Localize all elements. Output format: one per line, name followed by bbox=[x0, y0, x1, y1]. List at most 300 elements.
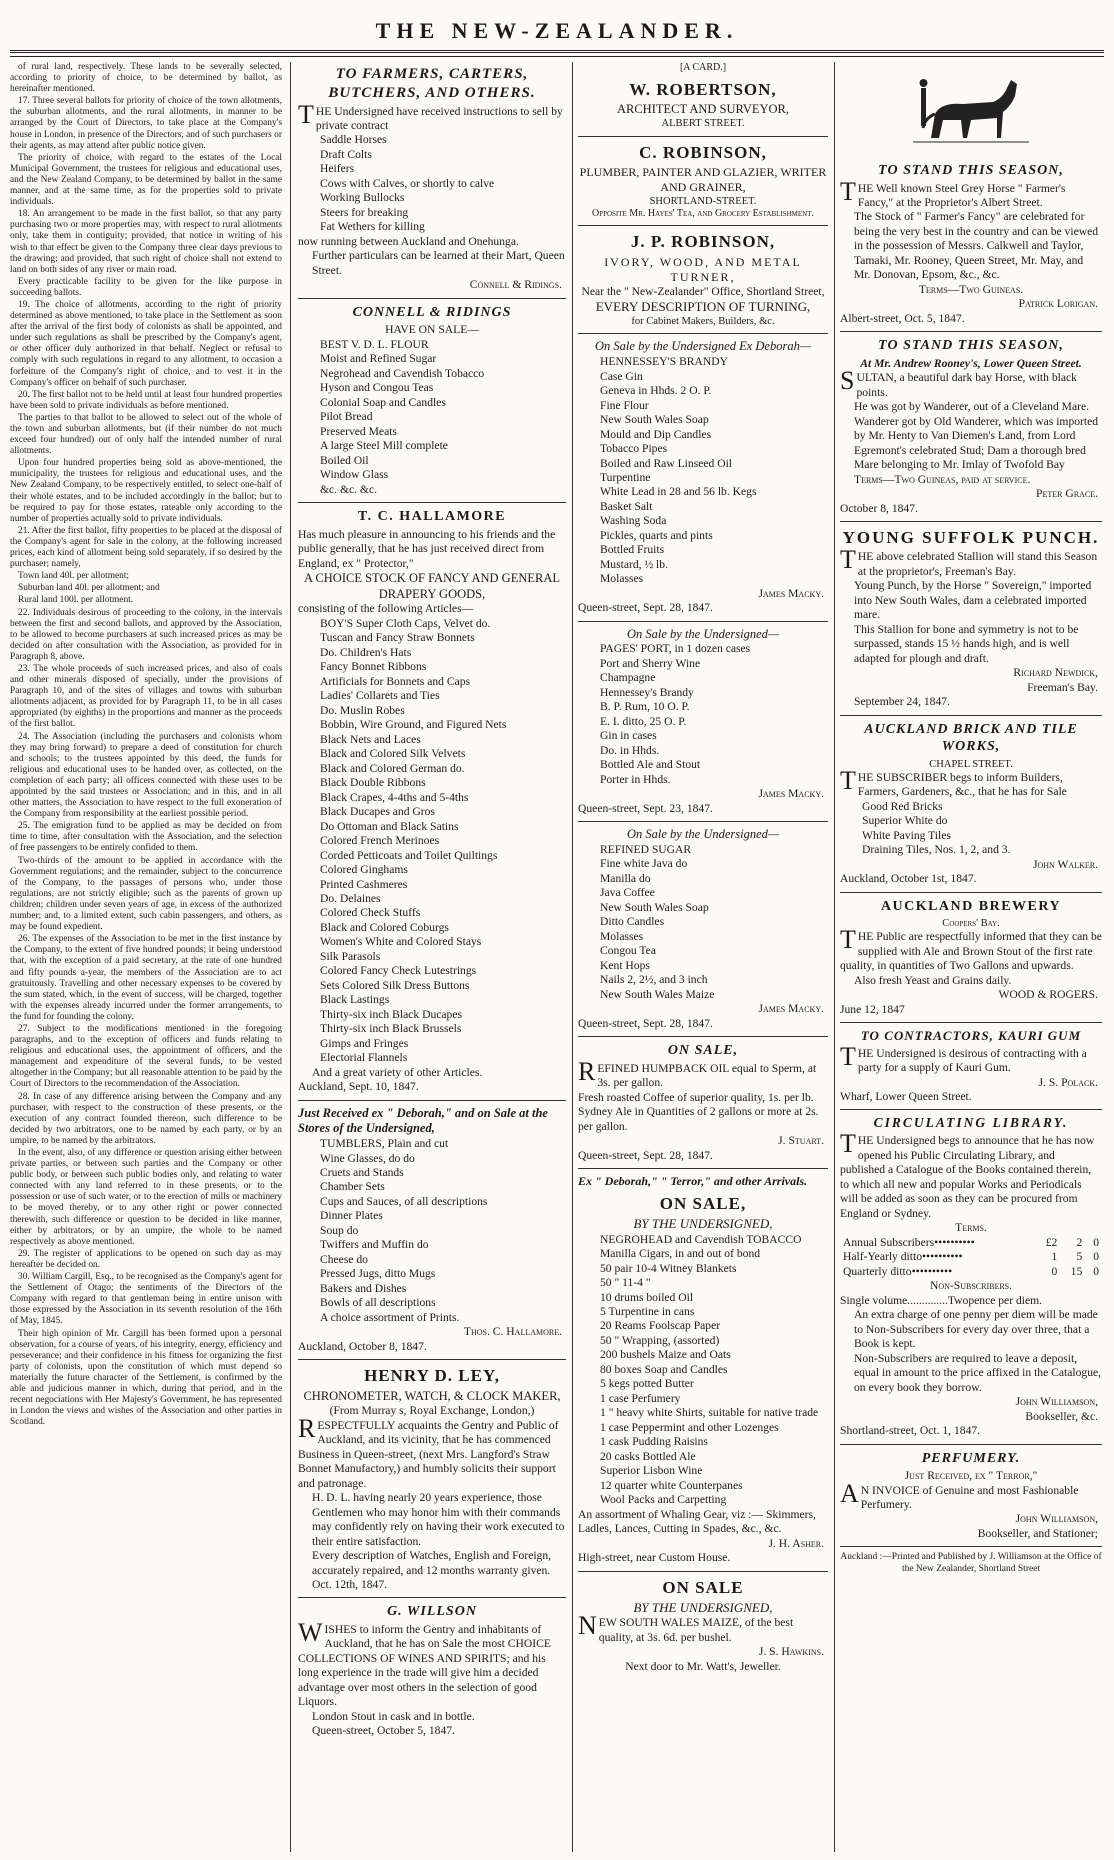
fee-row bbox=[840, 1265, 1102, 1279]
regulation-paragraph: 24. The Association (including the purchasers and colonists whom they may bring forward) to prepare a deed of constitution for church and schools; to the trustees appointed by this deed, the funds for religious and educational uses to be handed over, as collected, on the completion of each party; all officers connected with these uses to be appointed by the said trustees or Association; and in this, and in all other matters, the Association to have respect to the full exoneration of the Company from responsibility at the earliest possible period. bbox=[10, 731, 282, 820]
ad-subheading: CHAPEL STREET. bbox=[929, 758, 1013, 770]
list-item: 200 bushels Maize and Oats bbox=[600, 1348, 731, 1362]
ad-item-list bbox=[578, 1233, 828, 1508]
ad-robertson bbox=[578, 79, 828, 131]
regulations-text bbox=[10, 62, 282, 1428]
fee-row bbox=[840, 1250, 1102, 1264]
list-item: Bowls of all descriptions bbox=[320, 1296, 436, 1310]
list-item: Preserved Meats bbox=[320, 424, 397, 438]
list-item: E. I. ditto, 25 O. P. bbox=[600, 714, 687, 728]
printer-imprint: Auckland :—Printed and Published by J. Williamson at the Office of the New Zealander, Shortland Street bbox=[840, 1552, 1102, 1575]
ad-body: And a great variety of other Articles. bbox=[312, 1065, 483, 1079]
ad-asher bbox=[578, 1174, 828, 1566]
ad-separator bbox=[578, 821, 828, 822]
list-item: Women's White and Colored Stays bbox=[320, 935, 482, 949]
ad-kauri-gum bbox=[840, 1028, 1102, 1104]
list-item: Black Ducapes and Gros bbox=[320, 805, 435, 819]
list-item: Case Gin bbox=[600, 369, 643, 383]
ad-date: Auckland, Sept. 10, 1847. bbox=[298, 1080, 419, 1094]
ad-intro: THE Undersigned have received instructions to sell by private contract bbox=[298, 99, 563, 132]
column-advertisements-3 bbox=[578, 62, 828, 1852]
list-item: New South Wales Soap bbox=[600, 900, 709, 914]
regulation-paragraph: Every practicable facility to be given for the like purpose in succeeding ballots. bbox=[10, 276, 282, 298]
list-item: Champagne bbox=[600, 671, 656, 685]
list-item: Working Bullocks bbox=[320, 191, 405, 205]
ad-date: Oct. 12th, 1847. bbox=[312, 1577, 388, 1591]
ad-signature: WOOD & ROGERS. bbox=[998, 988, 1098, 1002]
list-item: Superior White do bbox=[862, 814, 948, 828]
ad-body: H. D. L. having nearly 20 years experience, those Gentlemen who may honor him with their commands may confidently rely on having their work executed to their entire satisfaction. bbox=[312, 1491, 565, 1548]
ad-connell bbox=[298, 304, 566, 497]
list-item: 20 casks Bottled Ale bbox=[600, 1449, 696, 1463]
ad-subheading: At Mr. Andrew Rooney's, Lower Queen Street. bbox=[860, 356, 1082, 370]
ad-date: Queen-street, Sept. 28, 1847. bbox=[578, 1016, 713, 1030]
ad-separator bbox=[578, 136, 828, 137]
ad-brick-works bbox=[840, 721, 1102, 887]
list-item: Corded Petticoats and Toilet Quiltings bbox=[320, 848, 498, 862]
masthead bbox=[0, 0, 1114, 70]
list-item: Dinner Plates bbox=[320, 1209, 383, 1223]
ad-body: Further particulars can be learned at their Mart, Queen Street. bbox=[312, 249, 565, 277]
list-item: Wine Glasses, do do bbox=[320, 1151, 415, 1165]
list-item: Thirty-six inch Black Brussels bbox=[320, 1022, 462, 1036]
list-item: NEGROHEAD and Cavendish TOBACCO bbox=[600, 1232, 802, 1246]
regulation-paragraph: Two-thirds of the amount to be applied in accordance with the Government regulations; and the remainder, subject to the concurrence of the Company, to the passages of persons who, under those regulations, are not strictly eligible; such as the parents of grown up children; children under seven years of age, in excess of the authorized number; and, to a limited extent, such cabin passengers, and others, as may be found expedient. bbox=[10, 855, 282, 933]
list-item: 10 drums boiled Oil bbox=[600, 1290, 694, 1304]
ad-body: The Stock of " Farmer's Fancy" are celebrated for being the very best in the country and can be viewed in the possession of Messrs. Calkwell and Taylor, Tamaki, Mr. Rooney, Queen Street, Mr. May, and Mr. Donovan, Epsom, &c., &c. bbox=[854, 210, 1099, 282]
list-item: Pickles, quarts and pints bbox=[600, 528, 713, 542]
ad-body: RESPECTFULLY acquaints the Gentry and Public of Auckland, and its vicinity, that he has commenced Business in Queen-street, (next Mrs. Langford's Straw Bonnet Manufactory,) and humbly solicits their support and patronage. bbox=[298, 1413, 559, 1490]
list-item: Ladies' Collarets and Ties bbox=[320, 689, 440, 703]
ad-separator bbox=[578, 333, 828, 334]
list-item: 50 pair 10-4 Witney Blankets bbox=[600, 1261, 737, 1275]
regulation-paragraph: 19. The choice of allotments, according to the right of priority determined as above mentioned, to take place in the Settlement as soon after the arrival of the first body of colonists as shall be appointed, and under such regulations as shall be prescribed by the Company's agent, or other officer duly authorized in that behalf. Neglect or refusal to comply with such regulations in regard to any allotment, to occasion a forfeiture of the Company's right of choice, and to vest it in the Company's officer on behalf of such purchaser. bbox=[10, 299, 282, 388]
list-item: Ditto Candles bbox=[600, 915, 665, 929]
ad-signature: James Macky. bbox=[758, 586, 824, 600]
fee-cell: 1 bbox=[1051, 1250, 1058, 1264]
list-item: 50 " Wrapping, (assorted) bbox=[600, 1333, 720, 1347]
ad-body: Wanderer got by Old Wanderer, which was imported by Mr. Henty to Van Diemen's Land, from Lord Egremont's celebrated Stud; Dam a thorough bred Mare belonging to Mr. Imlay of Twofold Bay bbox=[854, 414, 1099, 472]
list-item: Congou Tea bbox=[600, 944, 656, 958]
ad-body: THE Well known Steel Grey Horse " Farmer's Fancy," at the Proprietor's Albert Street. bbox=[840, 176, 1066, 209]
ad-heading: Just Received ex " Deborah," and on Sale at the Stores of the Undersigned, bbox=[298, 1105, 548, 1136]
column-advertisements-4 bbox=[840, 62, 1102, 1852]
ad-heading: C. ROBINSON, bbox=[639, 142, 767, 162]
ad-separator bbox=[840, 1444, 1102, 1445]
ad-body: NEW SOUTH WALES MAIZE, of the best quality, at 3s. 6d. per bushel. bbox=[578, 1611, 794, 1644]
regulation-paragraph: In the event, also, of any difference or question arising either between private parties, or between such parties and the Company or other public body, or between such public bodies only, and relating to water connected with any land referred to in these presents, or to the possession or use of such water, or to the erection of mills or machinery to be moved thereby, or to any other right or power connected therewith, such difference or question to be decided in like manner, either by arbitrators, or by an umpire, the whole to be named respectively as above mentioned. bbox=[10, 1148, 282, 1247]
ad-terms: Terms. bbox=[955, 1221, 987, 1235]
ad-separator bbox=[298, 1359, 566, 1360]
ad-ley bbox=[298, 1365, 566, 1592]
list-item: Pressed Jugs, ditto Mugs bbox=[320, 1267, 436, 1281]
list-item: Black and Colored German do. bbox=[320, 761, 465, 775]
ad-heading: T. C. HALLAMORE bbox=[357, 509, 507, 525]
ad-body: Non-Subscribers are required to leave a deposit, equal in amount to the price affixed in the Catalogue, on every book they borrow. bbox=[854, 1351, 1102, 1394]
fee-cell: 2 bbox=[1076, 1235, 1083, 1249]
ad-signature: John Williamson, bbox=[1015, 1512, 1098, 1526]
list-item: Bakers and Dishes bbox=[320, 1281, 407, 1295]
ad-separator bbox=[578, 1571, 828, 1572]
list-item: Kent Hops bbox=[600, 958, 650, 972]
fee-table bbox=[840, 1236, 1102, 1279]
ad-date: Queen-street, Sept. 28, 1847. bbox=[578, 601, 713, 615]
list-item: Tobacco Pipes bbox=[600, 442, 668, 456]
ad-item-list bbox=[578, 843, 828, 1002]
list-item: Colored French Merinoes bbox=[320, 834, 440, 848]
ad-heading: On Sale by the Undersigned— bbox=[626, 827, 780, 842]
ad-heading: AUCKLAND BRICK AND TILE WORKS, bbox=[864, 721, 1078, 755]
ad-subheading: (From Murray s, Royal Exchange, London,) bbox=[329, 1404, 535, 1418]
list-item: Cups and Sauces, of all descriptions bbox=[320, 1194, 488, 1208]
list-item: Black and Colored Coburgs bbox=[320, 920, 449, 934]
ad-signature: Bookseller, and Stationer; bbox=[977, 1526, 1098, 1540]
fee-cell: 0 bbox=[1093, 1250, 1099, 1264]
regulation-paragraph: The parties to that ballot to be allowed to select out of the whole of the town and suburban allotments, but (if their number do not much exceed four hundred) out of only half the intended number of rural allotments. bbox=[10, 412, 282, 457]
ad-subheading: ARCHITECT AND SURVEYOR, bbox=[616, 101, 790, 116]
list-item: 12 quarter white Counterpanes bbox=[600, 1478, 743, 1492]
fee-cell: 0 bbox=[1051, 1264, 1058, 1278]
list-item: B. P. Rum, 10 O. P. bbox=[600, 700, 690, 714]
list-item: Manilla do bbox=[600, 871, 651, 885]
ad-body: He was got by Wanderer, out of a Cleveland Mare. bbox=[854, 400, 1090, 414]
list-item: Black and Colored Silk Velvets bbox=[320, 747, 466, 761]
ad-circulating-library bbox=[840, 1115, 1102, 1438]
regulation-paragraph: 18. An arrangement to be made in the first ballot, so that any party purchasing two or more properties may, with respect to rural allotments only, take them in contiguity; provided, that notice in writing of his wish to that effect be given to the Company three clear days previous to the drawing; and provided, that such right of choice shall not extend to land on both sides of any river or main road. bbox=[10, 209, 282, 275]
list-item: TUMBLERS, Plain and cut bbox=[320, 1137, 449, 1151]
ad-date: Wharf, Lower Queen Street. bbox=[840, 1089, 972, 1103]
ad-body: WISHES to inform the Gentry and inhabitants of Auckland, that he has on Sale the most CHOICE COLLECTIONS OF WINES AND SPIRITS; and his long experience in the trade will give him a decided advantage over most others in the selection of good Liquors. bbox=[298, 1617, 551, 1709]
ad-item-list bbox=[840, 800, 1102, 858]
fee-cell: 15 bbox=[1070, 1264, 1083, 1278]
list-item: Porter in Hhds. bbox=[600, 772, 671, 786]
list-item: Bobbin, Wire Ground, and Figured Nets bbox=[320, 718, 507, 732]
list-item: Geneva in Hhds. 2 O. P. bbox=[600, 384, 712, 398]
list-item: Boiled and Raw Linseed Oil bbox=[600, 456, 733, 470]
ad-signature: Bookseller, &c. bbox=[1025, 1409, 1098, 1423]
list-item: 1 cask Pudding Raisins bbox=[600, 1435, 708, 1449]
ad-intro: Has much pleasure in announcing to his friends and the public generally, that he has just received direct from England, ex " Protector," bbox=[298, 527, 556, 570]
list-item: Do Ottoman and Black Satins bbox=[320, 819, 459, 833]
list-item: 1 " heavy white Shirts, suitable for native trade bbox=[600, 1406, 819, 1420]
list-item: Steers for breaking bbox=[320, 205, 409, 219]
column-advertisements-2 bbox=[298, 62, 566, 1852]
ad-stuart bbox=[578, 1042, 828, 1163]
column-divider bbox=[834, 62, 835, 1852]
ad-date: Auckland, October 8, 1847. bbox=[298, 1339, 427, 1353]
ad-body: This Stallion for bone and symmetry is not to be surpassed, stands 15 ½ hands high, and is well adapted for plough and draft. bbox=[854, 622, 1079, 665]
ad-address: ALBERT STREET. bbox=[661, 118, 745, 130]
list-item: Black Double Ribbons bbox=[320, 776, 426, 790]
list-item: Tuscan and Fancy Straw Bonnets bbox=[320, 631, 475, 645]
ad-signature: Peter Grace. bbox=[1036, 487, 1098, 501]
ad-date: Albert-street, Oct. 5, 1847. bbox=[840, 311, 965, 325]
list-item: Do. in Hhds. bbox=[600, 743, 660, 757]
list-item: Do. Children's Hats bbox=[320, 645, 412, 659]
regulation-paragraph: Their high opinion of Mr. Cargill has been formed upon a personal observation, for a course of years, of his integrity, energy, efficiency and perseverance; and their confidence in his fitness for organizing the first party of colonists, upon the constitution of which must depend so materially the future character of the Settlement, is confirmed by the able and judicious manner in which, during that period, and in the recent negociations with Her Majesty's Government, he has represented in London the views and wishes of the Association and other parties in Scotland. bbox=[10, 1328, 282, 1428]
ad-signature: Connell & Ridings. bbox=[469, 278, 562, 292]
list-item: Hyson and Congou Teas bbox=[320, 381, 434, 395]
ad-date: Queen-street, Sept. 23, 1847. bbox=[578, 801, 713, 815]
fee-cell: 5 bbox=[1076, 1250, 1083, 1264]
list-item: Good Red Bricks bbox=[862, 799, 943, 813]
list-item: Soup do bbox=[320, 1223, 359, 1237]
ad-subheading: CHRONOMETER, WATCH, & CLOCK MAKER, bbox=[303, 1388, 561, 1403]
ad-heading: PERFUMERY. bbox=[921, 1450, 1021, 1466]
ad-body: THE Public are respectfully informed that they can be supplied with Ale and Brown Stout of the first rate quality, in quantities of Two Gallons and upwards. bbox=[840, 925, 1102, 973]
ad-item-list bbox=[298, 1137, 566, 1325]
ad-item-list bbox=[578, 642, 828, 787]
ad-c-robinson bbox=[578, 142, 828, 221]
ad-separator bbox=[840, 892, 1102, 893]
ad-body: for Cabinet Makers, Builders, &c. bbox=[631, 316, 775, 328]
ad-date: Shortland-street, Oct. 1, 1847. bbox=[840, 1424, 981, 1438]
ad-address: SHORTLAND-STREET. bbox=[649, 195, 757, 207]
ad-address: Near the " New-Zealander" Office, Shortland Street, bbox=[581, 284, 825, 298]
ad-separator bbox=[298, 298, 566, 299]
ad-subheading: BY THE UNDERSIGNED, bbox=[633, 1599, 773, 1615]
ad-date: Auckland, October 1st, 1847. bbox=[840, 872, 977, 886]
ad-heading: ON SALE, bbox=[667, 1043, 739, 1059]
ad-separator bbox=[840, 1546, 1102, 1547]
ad-separator bbox=[298, 1100, 566, 1101]
ad-jp-robinson bbox=[578, 231, 828, 328]
list-item: 50 " 11-4 " bbox=[600, 1276, 651, 1290]
ad-date: High-street, near Custom House. bbox=[578, 1551, 731, 1565]
ad-heading: ON SALE bbox=[662, 1577, 744, 1597]
list-item: Black Crapes, 4-4ths and 5-4ths bbox=[320, 790, 469, 804]
list-item: 1 case Perfumery bbox=[600, 1391, 681, 1405]
regulation-paragraph: 30. William Cargill, Esq., to be recognised as the Company's agent for the Settlement of Otago; the sentiments of the Directors of the Company with regard to that gentleman being in entire unison with those expressed by the Association in its seventh resolution of the 16th of May, 1845. bbox=[10, 1272, 282, 1327]
list-item: Java Coffee bbox=[600, 886, 655, 900]
ad-subheading: EVERY DESCRIPTION OF TURNING, bbox=[595, 299, 811, 315]
list-item: Colored Ginghams bbox=[320, 863, 408, 877]
list-item: Turpentine bbox=[600, 470, 651, 484]
ad-separator bbox=[840, 715, 1102, 716]
ad-signature: James Macky. bbox=[758, 1002, 824, 1016]
ad-terms: Terms—Two Guineas. bbox=[918, 282, 1024, 296]
ad-farmers-fancy bbox=[840, 162, 1102, 326]
ad-brewery bbox=[840, 898, 1102, 1018]
masthead-rule bbox=[10, 50, 1104, 53]
ad-body: Every description of Watches, English and Foreign, accurately repaired, and 12 months warranty given. bbox=[312, 1549, 552, 1577]
fee-cell: 0 bbox=[1093, 1235, 1099, 1249]
ad-heading: TO STAND THIS SEASON, bbox=[878, 163, 1064, 178]
list-item: Chamber Sets bbox=[320, 1180, 385, 1194]
list-item: Moist and Refined Sugar bbox=[320, 352, 437, 366]
regulation-paragraph: Rural land 100l. per allotment. bbox=[18, 595, 134, 606]
ad-subheading: HAVE ON SALE— bbox=[385, 323, 479, 337]
fee-cell: £2 bbox=[1045, 1235, 1058, 1249]
ad-farmers bbox=[298, 65, 566, 293]
ad-signature: J. S. Polack. bbox=[1038, 1075, 1098, 1089]
list-item: 20 Reams Foolscap Paper bbox=[600, 1319, 721, 1333]
regulation-paragraph: 25. The emigration fund to be applied as may be decided on from time to time, after consultation with the Association, and the selection of free passengers to be entirely confided to them. bbox=[10, 821, 282, 854]
regulation-paragraph: 26. The expenses of the Association to be met in the first instance by the Company, to the extent of five hundred pounds; it being understood that, with the exception of a paid secretary, at the rate of one hundred and fifty pounds a-year, the members of the Association are to act gratuitously. Travelling and other necessary expenses to be covered by the sum stated, which, in the event of success, will be charged, together with the expenses already incurred under the former arrangements, to the fund for founding the colony. bbox=[10, 934, 282, 1022]
ad-subheading: IVORY, WOOD, AND METAL TURNER, bbox=[604, 254, 802, 284]
list-item: Gimps and Fringes bbox=[320, 1036, 409, 1050]
ad-heading: W. ROBERTSON, bbox=[629, 79, 777, 99]
ad-body: THE SUBSCRIBER begs to inform Builders, Farmers, Gardeners, &c., that he has for Sale bbox=[840, 765, 1067, 799]
ad-address: Opposite Mr. Hayes' Tea, and Grocery Establishment. bbox=[591, 207, 815, 219]
ad-body: AN INVOICE of Genuine and most Fashionable Perfumery. bbox=[840, 1478, 1079, 1511]
ad-separator bbox=[298, 1597, 566, 1598]
ad-terms: Terms—Two Guineas, paid at service. bbox=[854, 472, 1031, 486]
ad-body: consisting of the following Articles— bbox=[298, 602, 474, 616]
ad-date: June 12, 1847 bbox=[840, 1002, 905, 1016]
ad-heading: TO FARMERS, CARTERS, BUTCHERS, AND OTHERS. bbox=[328, 66, 536, 101]
ad-preheading: Ex " Deborah," " Terror," and other Arrivals. bbox=[578, 1174, 808, 1189]
list-item: Mould and Dip Candles bbox=[600, 427, 712, 441]
list-item: A choice assortment of Prints. bbox=[320, 1310, 460, 1324]
ad-separator bbox=[840, 521, 1102, 522]
ad-body: London Stout in cask and in bottle. bbox=[312, 1709, 475, 1723]
ad-macky-2 bbox=[578, 627, 828, 816]
list-item: Mustard, ½ lb. bbox=[600, 557, 668, 571]
list-item: Bottled Ale and Stout bbox=[600, 758, 701, 772]
ad-heading: On Sale by the Undersigned Ex Deborah— bbox=[595, 339, 811, 354]
regulation-paragraph: Town land 40l. per allotment; bbox=[18, 571, 130, 582]
ad-item-list bbox=[298, 338, 566, 497]
list-item: Manilla Cigars, in and out of bond bbox=[600, 1247, 761, 1261]
list-item: Basket Salt bbox=[600, 499, 653, 513]
ad-signature: John Williamson, bbox=[1015, 1395, 1098, 1409]
list-item: Port and Sherry Wine bbox=[600, 656, 701, 670]
ad-body: now running between Auckland and Onehunga. bbox=[298, 234, 519, 248]
ad-body: An extra charge of one penny per diem will be made to Non-Subscribers for every day over three, that a Book is kept. bbox=[854, 1308, 1098, 1351]
list-item: Silk Parasols bbox=[320, 949, 381, 963]
ad-heading: ON SALE, bbox=[659, 1194, 747, 1214]
list-item: Colored Check Stuffs bbox=[320, 906, 421, 920]
ad-macky-3 bbox=[578, 827, 828, 1031]
list-item: 1 case Peppermint and other Lozenges bbox=[600, 1420, 779, 1434]
ad-terms: Non-Subscribers. bbox=[929, 1279, 1013, 1293]
ad-hawkins bbox=[578, 1577, 828, 1674]
regulation-paragraph: 23. The whole proceeds of such increased prices, and also of coals and other minerals disposed of specially, under the provisions of Paragraph 10, and of the sites of villages and towns with suburban allotments adjacent, as provided for by Paragraph 11, to be in all cases appropriated (by eighths) in the proportions and manner as the proceeds of the first ballot. bbox=[10, 663, 282, 730]
regulation-paragraph: 20. The first ballot not to be held until at least four hundred properties have been sold to private individuals as before mentioned. bbox=[10, 389, 282, 411]
ad-signature: Patrick Lorigan. bbox=[1018, 297, 1098, 311]
ad-subheading: Just Received, ex " Terror," bbox=[904, 1469, 1038, 1483]
ad-subheading: BY THE UNDERSIGNED, bbox=[633, 1216, 773, 1232]
list-item: HENNESSEY'S BRANDY bbox=[600, 355, 729, 369]
card-label: [A CARD.] bbox=[679, 62, 727, 73]
list-item: &c. &c. &c. bbox=[320, 482, 377, 496]
fee-cell: 0 bbox=[1093, 1264, 1099, 1278]
ad-body: THE above celebrated Stallion will stand this Season at the proprietor's, Freeman's Bay. bbox=[840, 545, 1098, 578]
ad-signature: Richard Newdick, bbox=[1013, 666, 1098, 680]
list-item: Black Nets and Laces bbox=[320, 732, 421, 746]
ad-item-list bbox=[298, 133, 566, 234]
list-item: Twiffers and Muffin do bbox=[320, 1238, 429, 1252]
ad-signature: James Macky. bbox=[758, 787, 824, 801]
ad-suffolk bbox=[840, 527, 1102, 710]
list-item: Draft Colts bbox=[320, 147, 372, 161]
ad-separator bbox=[840, 1022, 1102, 1023]
ad-signature: Thos. C. Hallamore. bbox=[463, 1325, 562, 1339]
list-item: Pilot Bread bbox=[320, 410, 373, 424]
list-item: Gin in cases bbox=[600, 729, 657, 743]
list-item: Do. Delaines bbox=[320, 892, 381, 905]
regulation-paragraph: 28. In case of any difference arising between the Company and any purchaser, with respect to the construction of these presents, or the execution of any contract founded thereon, such difference to be decided by two arbitrators, one to be named by each party, or by an umpire, to be named by the arbitrators. bbox=[10, 1091, 282, 1146]
regulation-paragraph: of rural land, respectively. These lands to be severally selected, according to priority of choice, to be determined by ballot, as hereinafter mentioned. bbox=[10, 62, 282, 95]
list-item: Do. Muslin Robes bbox=[320, 703, 405, 717]
fee-cell: Quarterly ditto•••••••••• bbox=[843, 1264, 953, 1278]
list-item: Nails 2, 2½, and 3 inch bbox=[600, 973, 708, 987]
regulation-paragraph: 22. Individuals desirous of proceeding to the colony, in the intervals between the first and second ballots, and approved by the Association, to be allowed to become purchasers at such increased prices as may be decided on after consultation with the Association, as provided for in Paragraph 8, above. bbox=[10, 607, 282, 662]
regulation-paragraph: Upon four hundred properties being sold as above-mentioned, the municipality, the trustees for religious and educational uses, and the New Zealand Company, to be respectively entitled, to select one-half of their whole estates, and to be included accordingly in the ballot; but to be required to pay for those estates, rateable only according to the number of properties actually sold to private individuals. bbox=[10, 458, 282, 524]
ad-macky-1 bbox=[578, 339, 828, 615]
ad-perfumery bbox=[840, 1450, 1102, 1542]
ad-subheading: Coopers' Bay. bbox=[942, 918, 1000, 930]
ad-subheading: A CHOICE STOCK OF FANCY AND GENERAL DRAPERY GOODS, bbox=[303, 571, 561, 601]
ad-body: REFINED HUMPBACK OIL equal to Sperm, at 3s. per gallon. bbox=[578, 1056, 817, 1090]
ad-deborah bbox=[298, 1106, 566, 1355]
ad-heading: G. WILLSON bbox=[387, 1604, 477, 1620]
list-item: Thirty-six inch Black Ducapes bbox=[320, 1007, 462, 1021]
ad-body: Single volume..............Twopence per diem. bbox=[840, 1293, 1043, 1307]
list-item: Cheese do bbox=[320, 1252, 368, 1266]
ad-sultan bbox=[840, 337, 1102, 516]
regulation-paragraph: 17. Three several ballots for priority of choice of the town allotments, the suburban allotments, and the rural allotments, in manner to be arranged by the Court of Directors, to take place at the Company's house in London, in presence of the Directors, and of such purchasers or their agents, as may attend after public notice given. bbox=[10, 96, 282, 151]
list-item: 5 Turpentine in cans bbox=[600, 1305, 695, 1318]
list-item: Wool Packs and Carpetting bbox=[600, 1493, 727, 1507]
ad-body: Also fresh Yeast and Grains daily. bbox=[854, 973, 1012, 987]
ad-date: September 24, 1847. bbox=[854, 695, 950, 709]
regulation-paragraph: 29. The register of applications to be opened on such day as may hereafter be decided on. bbox=[10, 1248, 282, 1270]
ad-heading: CIRCULATING LIBRARY. bbox=[873, 1115, 1069, 1131]
list-item: Cruets and Stands bbox=[320, 1166, 404, 1179]
list-item: Boiled Oil bbox=[320, 453, 369, 467]
ad-separator bbox=[578, 1036, 828, 1037]
ad-item-list bbox=[578, 355, 828, 587]
column-divider bbox=[572, 62, 573, 1852]
list-item: Window Glass bbox=[320, 468, 389, 482]
ad-signature: J. H. Asher. bbox=[768, 1536, 824, 1550]
list-item: Bottled Fruits bbox=[600, 543, 665, 557]
ad-signature: John Walker. bbox=[1032, 857, 1098, 871]
list-item: Fat Wethers for killing bbox=[320, 220, 425, 234]
list-item: Printed Cashmeres bbox=[320, 877, 408, 891]
ad-separator bbox=[578, 621, 828, 622]
ad-address: Freeman's Bay. bbox=[1027, 680, 1098, 694]
ad-heading: J. P. ROBINSON, bbox=[630, 232, 776, 252]
newspaper-title: THE NEW-ZEALANDER. bbox=[375, 18, 739, 43]
ad-heading: On Sale by the Undersigned— bbox=[626, 626, 780, 641]
ad-separator bbox=[578, 225, 828, 226]
list-item: New South Wales Maize bbox=[600, 987, 715, 1001]
regulation-paragraph: 21. After the first ballot, fifty properties to be placed at the disposal of the Company's agent for sale in the colony, at the following increased prices, each kind of allotment being sold separately, if so desired by the purchaser; namely, bbox=[10, 525, 282, 570]
list-item: Washing Soda bbox=[600, 514, 667, 528]
regulation-paragraph: Suburban land 40l. per allotment; and bbox=[18, 583, 160, 594]
list-item: Cows with Calves, or shortly to calve bbox=[320, 176, 495, 190]
ad-date: October 8, 1847. bbox=[840, 501, 918, 515]
list-item: 80 boxes Soap and Candles bbox=[600, 1362, 728, 1376]
ad-separator bbox=[578, 1168, 828, 1169]
ad-heading: CONNELL & RIDINGS bbox=[352, 304, 512, 320]
list-item: New South Wales Soap bbox=[600, 413, 709, 427]
ad-item-list bbox=[298, 617, 566, 1066]
ad-body: An assortment of Whaling Gear, viz :— Skimmers, Ladles, Lances, Cutting in Spades, &c., &c. bbox=[578, 1507, 816, 1536]
ad-separator bbox=[298, 502, 566, 503]
ad-heading: YOUNG SUFFOLK PUNCH. bbox=[842, 528, 1100, 548]
ad-willson bbox=[298, 1603, 566, 1738]
list-item: Negrohead and Cavendish Tobacco bbox=[320, 366, 485, 380]
ad-date: Next door to Mr. Watt's, Jeweller. bbox=[625, 1659, 781, 1673]
horse-illustration bbox=[911, 68, 1031, 158]
list-item: Fine Flour bbox=[600, 398, 649, 412]
ad-signature: J. Stuart. bbox=[778, 1134, 824, 1148]
list-item: PAGES' PORT, in 1 dozen cases bbox=[600, 642, 751, 656]
